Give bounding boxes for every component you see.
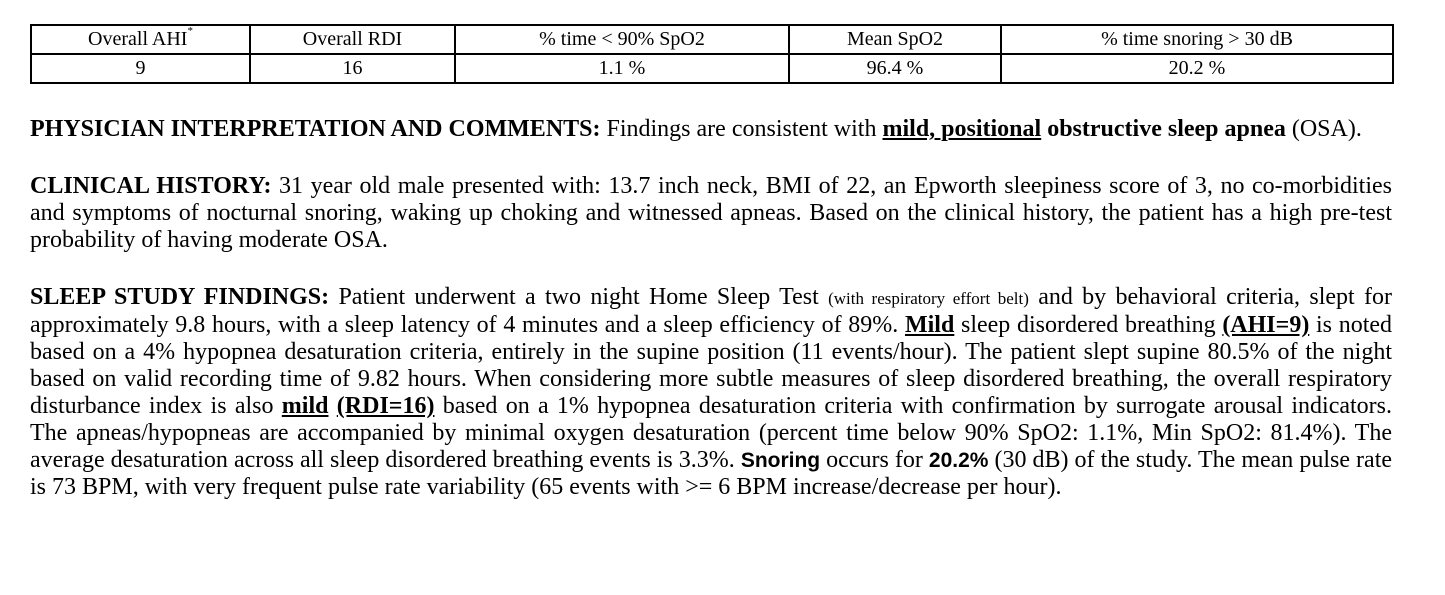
- ahi-footnote-mark: *: [187, 25, 193, 37]
- header-overall-ahi: [31, 25, 250, 54]
- header-overall-ahi-label: Overall AHI: [88, 28, 188, 50]
- findings-text-3: sleep disordered breathing: [954, 312, 1223, 338]
- interpretation-text-1: Findings are consistent with: [600, 116, 883, 142]
- findings-text-4: is noted based on a 4% hypopnea desaturation criteria, entirely in the supine position (11 events/hour). The patient slept supine 80.5% of the night based on valid recording time of 9.82 hours. When considering more subtle measures of sleep disordered breathing, the overall respiratory disturbance index is also: [30, 312, 1393, 419]
- header-time-snoring: % time snoring > 30 dB: [1001, 25, 1393, 54]
- header-overall-rdi: Overall RDI: [250, 25, 455, 54]
- summary-table: [30, 24, 1394, 84]
- history-heading: CLINICAL HISTORY:: [30, 173, 272, 199]
- header-mean-spo2: Mean SpO2: [789, 25, 1001, 54]
- history-text: 31 year old male presented with: 13.7 inch neck, BMI of 22, an Epworth sleepiness score of 3, no co-morbidities and symptoms of nocturnal snoring, waking up choking and witnessed apneas. Based on the clinical history, the patient has a high pre-test probability of having moderate OSA.: [30, 173, 1392, 253]
- findings-snoring: Snoring: [740, 449, 821, 472]
- interpretation-emphasis: mild, positional: [882, 116, 1042, 142]
- findings-text-8: (30 dB) of the study. The mean pulse rate is 73 BPM, with very frequent pulse rate variability (65 events with >= 6 BPM increase/decrease per hour).: [30, 447, 1393, 500]
- findings-heading: SLEEP STUDY FINDINGS:: [30, 284, 330, 310]
- value-overall-rdi: 16: [250, 54, 455, 83]
- value-time-snoring: 20.2 %: [1001, 54, 1393, 83]
- findings-text-1: Patient underwent a two night Home Sleep Test: [329, 284, 829, 310]
- findings-mild-1: Mild: [904, 312, 955, 338]
- interpretation-text-2: (OSA).: [1285, 116, 1362, 142]
- history-section: [30, 173, 1392, 254]
- header-time-below-90: % time < 90% SpO2: [455, 25, 789, 54]
- value-time-below-90: 1.1 %: [455, 54, 789, 83]
- report-page: [30, 24, 1392, 501]
- summary-value-row: [31, 54, 1393, 83]
- findings-rdi: (RDI=16): [336, 393, 435, 419]
- interpretation-heading: PHYSICIAN INTERPRETATION AND COMMENTS:: [30, 116, 601, 142]
- findings-text-6: based on a 1% hypopnea desaturation criteria with confirmation by surrogate arousal indicators. The apneas/hypopneas are accompanied by minimal oxygen desaturation (percent time below 90% SpO2: 1.1%, Min SpO2: 81.4%). The average desaturation across all sleep disordered breathing events is 3.3%.: [30, 393, 1392, 473]
- interpretation-section: [30, 116, 1392, 143]
- value-mean-spo2: 96.4 %: [789, 54, 1001, 83]
- findings-text-2: and by behavioral criteria, slept for approximately 9.8 hours, with a sleep latency of 4 minutes and a sleep efficiency of 89%.: [30, 284, 1392, 338]
- findings-section: [30, 284, 1392, 501]
- findings-text-5: [328, 393, 336, 419]
- value-overall-ahi: 9: [31, 54, 250, 83]
- interpretation-diagnosis: obstructive sleep apnea: [1041, 116, 1286, 142]
- findings-mild-2: mild: [281, 393, 329, 419]
- findings-text-7: occurs for: [820, 447, 929, 473]
- findings-ahi: (AHI=9): [1222, 312, 1310, 338]
- findings-effort-belt-note: (with respiratory effort belt): [828, 289, 1029, 308]
- findings-snore-percent: 20.2%: [928, 449, 989, 472]
- summary-header-row: [31, 25, 1393, 54]
